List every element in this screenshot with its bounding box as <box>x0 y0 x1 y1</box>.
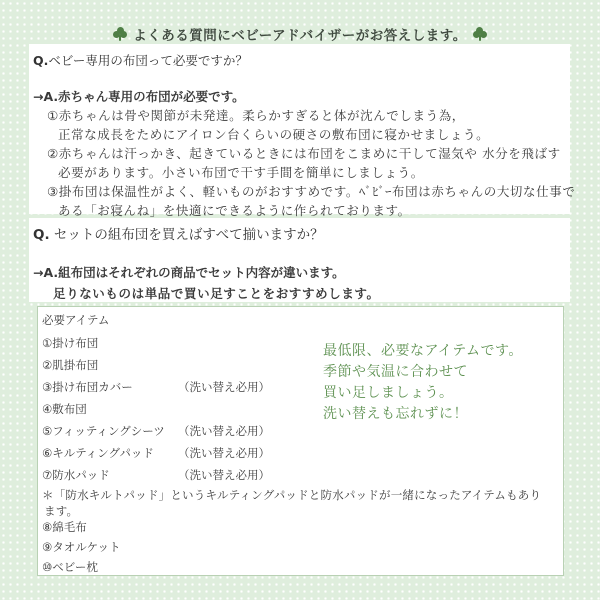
list-item: ⑧綿毛布 <box>42 520 87 534</box>
faq-card-2 <box>29 218 570 302</box>
faq-answer-line: ②赤ちゃんは汗っかき、起きているときには布団をこまめに干して湿気や 水分を飛ばす <box>47 146 561 161</box>
page-title-text: よくある質問にベビーアドバイザーがお答えします。 <box>133 28 467 44</box>
faq-answer-line: ①赤ちゃんは骨や関節が未発達。柔らかすぎると体が沈んでしまう為， <box>47 108 465 123</box>
faq-question: Q.ベビー専用の布団って必要ですか？ <box>33 53 248 68</box>
faq-answer: →A.赤ちゃん専用の布団が必要です。 <box>33 89 245 104</box>
item-note: （洗い替え必用） <box>178 424 270 438</box>
list-item: ①掛け布団 <box>42 336 99 350</box>
list-item: ④敷布団 <box>42 402 87 416</box>
item-note: （洗い替え必用） <box>178 468 270 482</box>
list-item: ⑤フィッティングシーツ （洗い替え必用） <box>42 424 270 438</box>
items-footnote: ＊「防水キルトパッド」というキルティングパッドと防水パッドが一緒になったアイテムもあり <box>42 488 542 502</box>
cloud-text-line: 季節や気温に合わせて <box>323 364 468 380</box>
cloud-text-line: 最低限、必要なアイテムです。 <box>323 343 523 359</box>
list-item: ⑨タオルケット <box>42 540 121 554</box>
faq-card-1 <box>29 44 576 218</box>
faq-answer-line: 必要があります。小さい布団で干す手間を簡単にしましょう。 <box>58 165 424 180</box>
faq-answer-line: ある「お寝んね」を快適にできるように作られております。 <box>58 203 411 218</box>
clover-icon <box>113 27 127 41</box>
faq-answer-line: 足りないものは単品で買い足すことをおすすめします。 <box>53 286 380 301</box>
list-item: ⑦防水パッド （洗い替え必用） <box>42 468 270 482</box>
list-item: ②肌掛布団 <box>42 358 99 372</box>
list-item: ⑩ベビー枕 <box>42 560 98 574</box>
list-item: ⑥キルティングパッド （洗い替え必用） <box>42 446 270 460</box>
items-footnote: ます。 <box>44 504 79 518</box>
items-heading: 必要アイテム <box>42 313 110 327</box>
cloud-text-line: 買い足しましょう。 <box>323 385 454 401</box>
faq-question: Q. セットの組布団を買えばすべて揃いますか？ <box>33 227 324 243</box>
item-note: （洗い替え必用） <box>178 446 270 460</box>
cloud-text-line: 洗い替えも忘れずに！ <box>323 406 468 422</box>
page-title <box>0 24 600 44</box>
item-note: （洗い替え必用） <box>178 380 270 394</box>
clover-icon <box>473 27 487 41</box>
faq-answer: →A.組布団はそれぞれの商品でセット内容が違います。 <box>33 265 345 280</box>
list-item: ③掛け布団カバー （洗い替え必用） <box>42 380 270 394</box>
faq-answer-line: 正常な成長をためにアイロン台くらいの硬さの敷布団に寝かせましょう。 <box>58 127 490 142</box>
faq-answer-line: ③掛布団は保温性がよく、軽いものがおすすめです。ﾍﾞﾋﾞｰ布団は赤ちゃんの大切な仕事で <box>47 184 576 199</box>
